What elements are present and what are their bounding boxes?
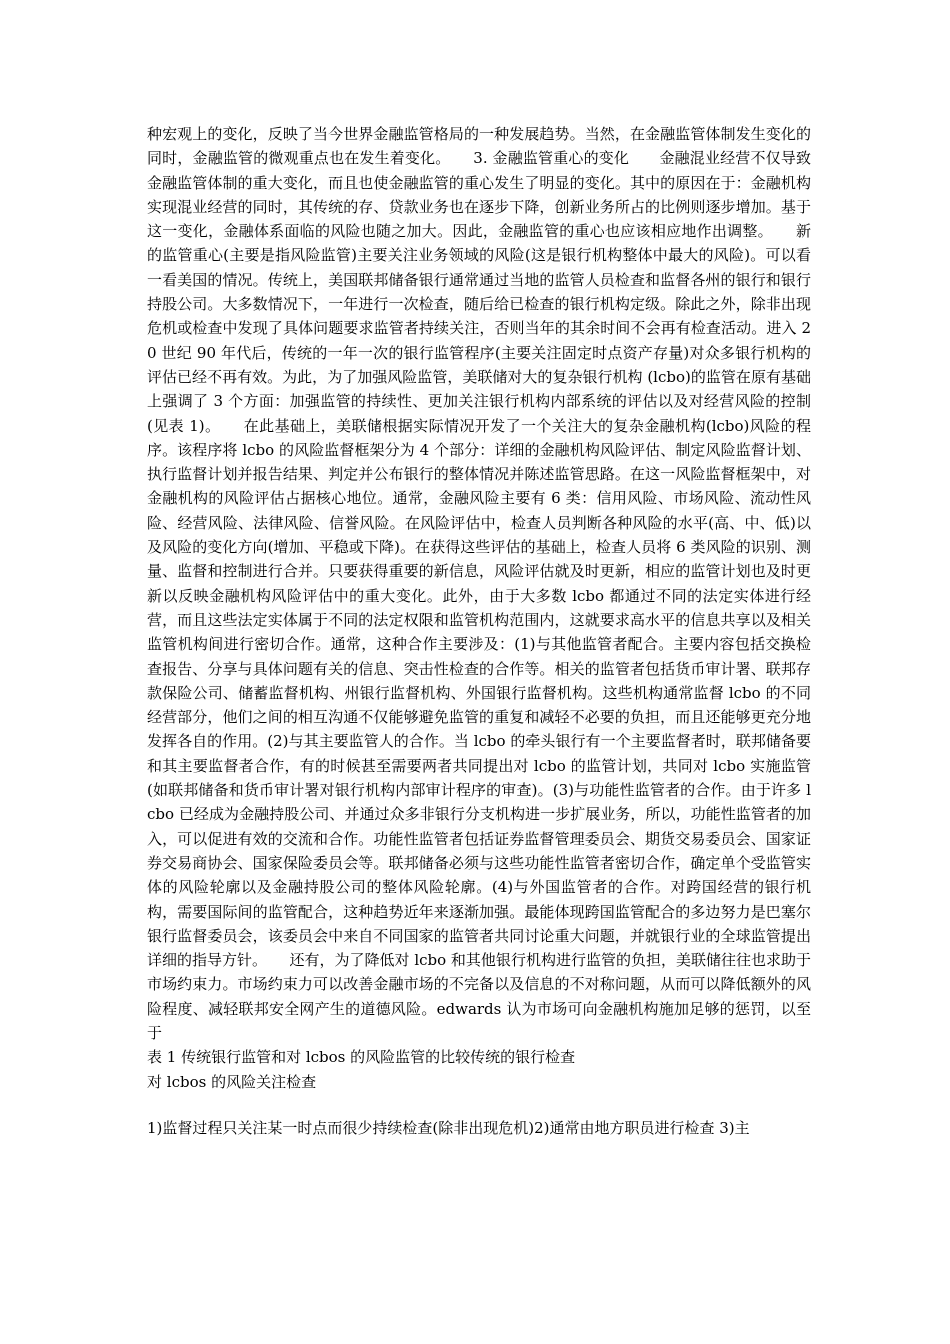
table-caption-line-2: 对 lcbos 的风险关注检查 — [147, 1072, 317, 1091]
table-caption-line-1: 表 1 传统银行监管和对 lcbos 的风险监管的比较传统的银行检查 — [147, 1048, 576, 1067]
table-row-text: 1)监督过程只关注某一时点而很少持续检查(除非出现危机)2)通常由地方职员进行检查 3)主 — [147, 1118, 750, 1137]
document-text-block — [147, 122, 811, 1140]
blank-line — [147, 1094, 811, 1116]
body-paragraph: 种宏观上的变化，反映了当今世界金融监管格局的一种发展趋势。当然，在金融监管体制发生变化的同时，金融监管的微观重点也在发生着变化。 3. 金融监管重心的变化 金融混业经营不仅导致金融监管体制的重大变化，而且也使金融监管的重心发生了明显的变化。其中的原因在于：金融机构实现混业经营的同时，其传统的存、贷款业务也在逐步下降，创新业务所占的比例则逐步增加。基于这一变化，金融体系面临的风险也随之加大。因此，金融监管的重心也应该相应地作出调整。 新的监管重心(主要是指风险监管)主要关注业务领域的风险(这是银行机构整体中最大的风险)。可以看一看美国的情况。传统上，美国联邦储备银行通常通过当地的监管人员检查和监督各州的银行和银行持股公司。大多数情况下，一年进行一次检查，随后给已检查的银行机构定级。除此之外，除非出现危机或检查中发现了具体问题要求监管者持续关注，否则当年的其余时间不会再有检查活动。进入 20 世纪 90 年代后，传统的一年一次的银行监管程序(主要关注固定时点资产存量)对众多银行机构的评估已经不再有效。为此，为了加强风险监管，美联储对大的复杂银行机构 (lcbo)的监管在原有基础上强调了 3 个方面：加强监管的持续性、更加关注银行机构内部系统的评估以及对经营风险的控制(见表 1)。 在此基础上，美联储根据实际情况开发了一个关注大的复杂金融机构(lcbo)风险的程序。该程序将 lcbo 的风险监督框架分为 4 个部分：详细的金融机构风险评估、制定风险监督计划、执行监督计划并报告结果、判定并公布银行的整体情况并陈述监管思路。在这一风险监督框架中，对金融机构的风险评估占据核心地位。通常，金融风险主要有 6 类：信用风险、市场风险、流动性风险、经营风险、法律风险、信誉风险。在风险评估中，检查人员判断各种风险的水平(高、中、低)以及风险的变化方向(增加、平稳或下降)。在获得这些评估的基础上，检查人员将 6 类风险的识别、测量、监督和控制进行合并。只要获得重要的新信息，风险评估就及时更新，相应的监管计划也及时更新以反映金融机构风险评估中的重大变化。此外，由于大多数 lcbo 都通过不同的法定实体进行经营，而且这些法定实体属于不同的法定权限和监管机构范围内，这就要求高水平的信息共享以及相关监管机构间进行密切合作。通常，这种合作主要涉及：(1)与其他监管者配合。主要内容包括交换检查报告、分享与具体问题有关的信息、突击性检查的合作等。相关的监管者包括货币审计署、联邦存款保险公司、储蓄监督机构、州银行监督机构、外国银行监督机构。这些机构通常监督 lcbo 的不同经营部分，他们之间的相互沟通不仅能够避免监管的重复和减轻不必要的负担，而且还能够更充分地发挥各自的作用。(2)与其主要监管人的合作。当 lcbo 的牵头银行有一个主要监督者时，联邦储备要和其主要监督者合作，有的时候甚至需要两者共同提出对 lcbo 的监管计划，共同对 lcbo 实施监管(如联邦储备和货币审计署对银行机构内部审计程序的审查)。(3)与功能性监管者的合作。由于许多 lcbo 已经成为金融持股公司、并通过众多非银行分支机构进一步扩展业务，所以，功能性监管者的加入，可以促进有效的交流和合作。功能性监管者包括证券监督管理委员会、期货交易委员会、国家证券交易商协会、国家保险委员会等。联邦储备必须与这些功能性监管者密切合作，确定单个受监管实体的风险轮廓以及金融持股公司的整体风险轮廓。(4)与外国监管者的合作。对跨国经营的银行机构，需要国际间的监管配合，这种趋势近年来逐渐加强。最能体现跨国监管配合的多边努力是巴塞尔银行监督委员会，该委员会中来自不同国家的监管者共同讨论重大问题，并就银行业的全球监管提出详细的指导方针。 还有，为了降低对 lcbo 和其他银行机构进行监管的负担，美联储往往也求助于市场约束力。市场约束力可以改善金融市场的不完备以及信息的不对称问题，从而可以降低额外的风险程度、减轻联邦安全网产生的道德风险。edwards 认为市场可向金融机构施加足够的惩罚，以至于 — [147, 125, 811, 1042]
